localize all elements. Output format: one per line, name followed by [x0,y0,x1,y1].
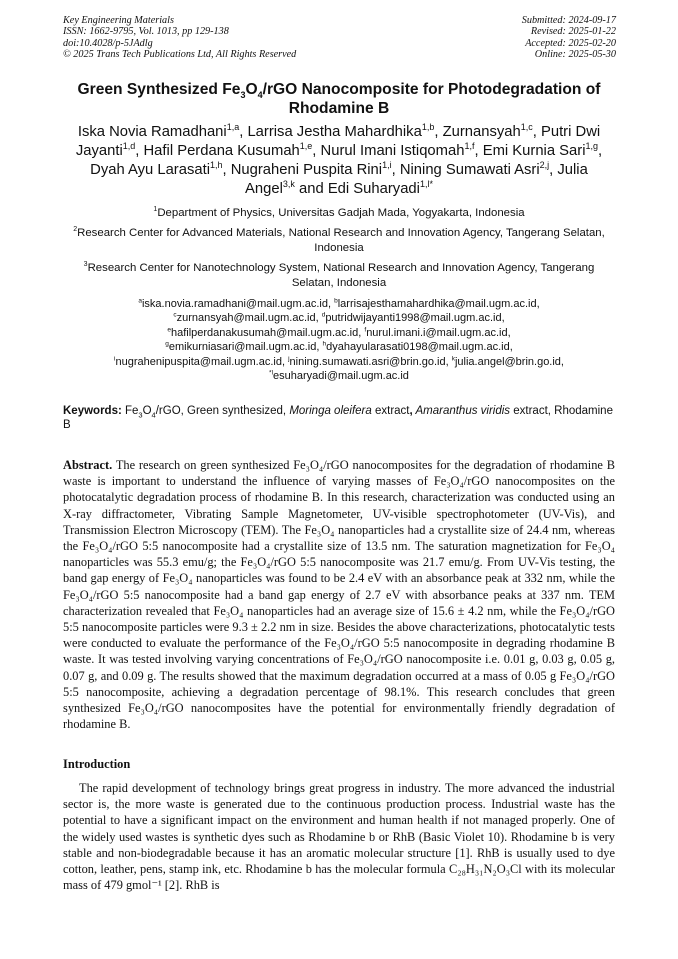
author-affiliation-marker: 3,k [282,179,295,190]
abstract [63,457,615,732]
email-address[interactable]: nining.sumawati.asri@brin.go.id, [289,355,452,368]
author-name: Julia Angel [245,162,588,197]
email-line: $^c$zurnansyah@mail.ugm.ac.id, $^d$putridwijayanti1998@mail.ugm.ac.id, [173,311,505,325]
author-name: Edi Suharyadi [327,181,420,197]
abstract-text: The research on green synthesized Fe₃O₄/rGO nanocomposites for the degradation of rhodamine B waste is important to understand the influence of varying masses of Fe₃O₄/rGO nanocomposites on the photocatalytic degradation process of rhodamine B. In this research, characterization was conducted using an X-ray diffractometer, Vibrating Sample Magnetometer, UV-visible spectrophotometer (UV-Vis), and Transmission Electron Microscopy (TEM). The Fe₃O₄ nanoparticles had a crystallite size of 24.4 nm, whereas the Fe₃O₄/rGO 5:5 nanocomposite had a crystallite size of 13.5 nm. The saturation magnetization for Fe₃O₄ nanoparticles was 55.3 emu/g; the Fe₃O₄/rGO 5:5 nanocomposite was 21.7 emu/g. From UV-Vis testing, the band gap energy of Fe₃O₄ nanoparticles was found to be 2.4 eV with an absorbance peak at 332 nm, while the Fe₃O₄/rGO 5:5 nanocomposite had a band gap energy of 2.7 eV with absorbance peaks at 337 nm. TEM characterization revealed that Fe₃O₄ nanoparticles had an average size of 15.6 ± 4.2 nm, while the Fe₃O₄/rGO 5:5 nanocomposite particles were 9.3 ± 2.2 nm in size. Besides the above characterizations, photocatalytic tests were conducted to evaluate the performance of the Fe₃O₄/rGO 5:5 nanocomposite in degrading rhodamine B waste. It was tested involving varying concentrations of Fe₃O₄/rGO nanocomposite i.e. 0.01 g, 0.03 g, 0.05 g, 0.07 g, and 0.09 g. The results showed that the maximum degradation occurred at a mass of 0.05 g Fe₃O₄/rGO 5:5 nanocomposite, achieving a degradation percentage of 98.1%. This research concludes that green synthesized Fe₃O₄/rGO nanocomposites have the potential for environmentally friendly degradation of rhodamine B. [63,458,615,732]
author-name: Dyah Ayu Larasati [90,162,210,178]
email-line: $^a$iska.novia.ramadhani@mail.ugm.ac.id, $^b$larrisajesthamahardhika@mail.ugm.ac.id, [138,297,540,310]
author-name: Iska Novia Ramadhani [77,124,227,140]
email-line: $^{*l}$esuharyadi@mail.ugm.ac.id [269,369,409,383]
journal-doi[interactable]: doi:10.4028/p-5JAdlg [63,37,153,49]
author-affiliation-marker: 1,g [585,141,599,152]
author-name: Nurul Imani Istiqomah [320,143,465,159]
journal-copyright: © 2025 Trans Tech Publications Ltd, All Rights Reserved [63,48,297,60]
email-line: $^g$emikurniasari@mail.ugm.ac.id, $^h$dyahayularasati0198@mail.ugm.ac.id, [165,340,513,354]
email-address[interactable]: nurul.imani.i@mail.ugm.ac.id, [366,326,511,339]
revised-date: Revised: 2025-01-22 [530,26,616,38]
author-affiliation-marker: 1,h [209,160,223,171]
email-address[interactable]: dyahayularasati0198@mail.ugm.ac.id, [326,341,513,354]
keywords: Keywords: $Fe_3O_4$/rGO, Green synthesized, Moringa oleifera extract, Amaranthus viridis extract, Rhodamine B [63,405,613,431]
email-line: $^i$nugrahenipuspita@mail.ugm.ac.id, $^j$nining.sumawati.asri@brin.go.id, $^k$julia.angel@brin.go.id, [114,354,564,368]
introduction-text: The rapid development of technology brings great progress in industry. The more advanced the industrial sector is, the more waste is generated due to the continuous production process. Industrial waste has the potential to have a significant impact on the environment and human health if not managed properly. One of the widely used wastes is synthetic dyes such as Rhodamine b or RhB (Basic Violet 10). Rhodamine b is very stable and non-biodegradable because it has an aromatic molecular structure [1]. RhB is usually used to dye cotton, leather, pens, stamp ink, etc. Rhodamine b has the molecular formula C₂₈H₃₁N₂O₃Cl with its molecular mass of 479 gmol⁻¹ [2]. RhB is [63,781,615,893]
author-affiliation-marker: 2,j [539,160,550,171]
affiliation-1: $^1$Department of Physics, Universitas Gadjah Mada, Yogyakarta, Indonesia [153,206,525,219]
journal-header-left [63,15,296,60]
author-list: Iska Novia Ramadhani$^{1,a}$, Larrisa Jestha Mahardhika$^{1,b}$, Zurnansyah$^{1,c}$, Putri Dwi Jayanti$^{1,d}$, Hafil Perdana Kusumah$^{1,e}$, Nurul Imani Istiqomah$^{1,f}$, Emi Kurnia Sari$^{1,g}$, Dyah Ayu Larasati$^{1,h}$, Nugraheni Puspita Rini$^{1,i}$, Nining Sumawati Asri$^{2,j}$, Julia Angel$^{3,k}$ and Edi Suharyadi$^{1,l*}$ [75,122,603,197]
author-name: Nugraheni Puspita Rini [230,162,383,178]
email-address[interactable]: putridwijayanti1998@mail.ugm.ac.id, [325,312,505,325]
email-line: $^e$hafilperdanakusumah@mail.ugm.ac.id, $^f$nurul.imani.i@mail.ugm.ac.id, [167,326,511,339]
journal-issn: ISSN: 1662-9795, Vol. 1013, pp 129-138 [63,26,229,38]
affiliation-3: $^3$Research Center for Nanotechnology System, National Research and Innovation Agency, Tangerang Selatan, Indonesia [83,261,595,289]
author-affiliation-marker: 1,b [421,122,435,133]
email-address[interactable]: emikurniasari@mail.ugm.ac.id, [168,341,323,354]
author-affiliation-marker: 1,e [299,141,313,152]
author-affiliation-marker: 1,a [226,122,240,133]
author-name: Nining Sumawati Asri [399,162,540,178]
author-affiliation-marker: 1,f [464,141,475,152]
author-affiliation-marker: 1,l* [419,179,433,190]
paper-title: Green Synthesized $Fe_3O_4$/rGO Nanocomposite for Photodegradation of Rhodamine B [77,81,601,117]
accepted-date: Accepted: 2025-02-20 [525,37,616,49]
journal-name: Key Engineering Materials [63,15,174,26]
email-address[interactable]: larrisajesthamahardhika@mail.ugm.ac.id, [337,298,540,310]
author-name: Hafil Perdana Kusumah [143,143,300,159]
email-address[interactable]: hafilperdanakusumah@mail.ugm.ac.id, [170,326,365,339]
author-name: Putri Dwi Jayanti [75,124,601,159]
online-date: Online: 2025-05-30 [534,48,616,60]
author-affiliation-marker: 1,i [382,160,392,171]
email-address[interactable]: nugrahenipuspita@mail.ugm.ac.id, [115,355,289,368]
affiliation-2: $^2$Research Center for Advanced Materials, National Research and Innovation Agency, Tangerang Selatan, Indonesia [73,226,605,254]
abstract-label: Abstract. [63,458,113,472]
author-name: Zurnansyah [442,124,521,140]
author-name: Larrisa Jestha Mahardhika [247,124,422,140]
submitted-date: Submitted: 2024-09-17 [521,15,616,26]
author-affiliation-marker: 1,d [122,141,136,152]
email-address[interactable]: esuharyadi@mail.ugm.ac.id [273,370,409,383]
email-list [62,297,616,383]
introduction-heading: Introduction [63,757,131,771]
email-address[interactable]: iska.novia.ramadhani@mail.ugm.ac.id, [141,298,335,310]
author-name: Emi Kurnia Sari [482,143,586,159]
journal-header-right [522,15,616,60]
email-address[interactable]: zurnansyah@mail.ugm.ac.id, [176,312,322,325]
email-address[interactable]: julia.angel@brin.go.id, [454,355,564,368]
author-affiliation-marker: 1,c [520,122,533,133]
